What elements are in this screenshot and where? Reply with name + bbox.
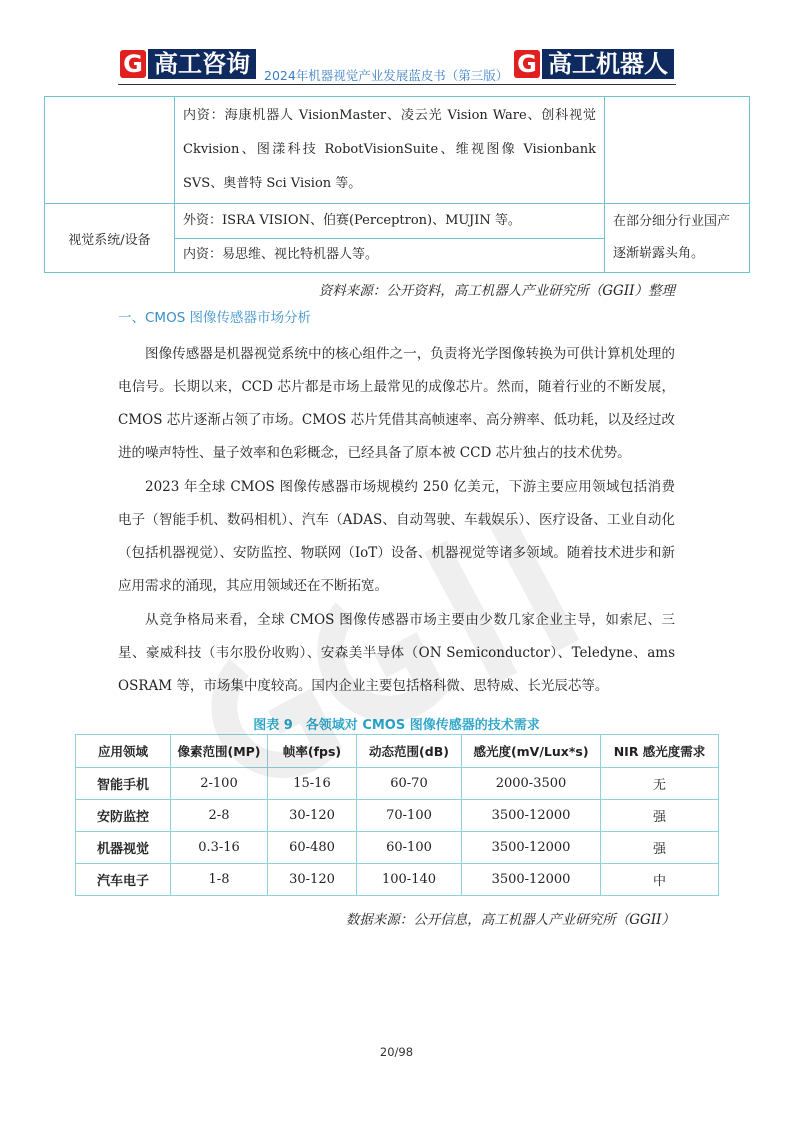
column-header: 应用领域: [76, 735, 171, 768]
logo-left-text: 高工咨询: [148, 49, 256, 79]
table-cell: 2-8: [171, 800, 268, 832]
table-cell: 1-8: [171, 864, 268, 896]
section-heading: 一、CMOS 图像传感器市场分析: [118, 310, 312, 326]
table-cell: 3500-12000: [462, 832, 601, 864]
table-cell: 2-100: [171, 768, 268, 800]
page-number: 20/98: [379, 1045, 414, 1059]
table-cell: 60-100: [357, 832, 462, 864]
table-cell: 强: [601, 800, 719, 832]
table-cell-note: 在部分细分行业国产逐渐崭露头角。: [605, 204, 750, 273]
table-row: [76, 768, 719, 800]
table-cell: 15-16: [268, 768, 357, 800]
ggii-consulting-logo: [120, 48, 256, 80]
table-cell: 70-100: [357, 800, 462, 832]
row-label: 机器视觉: [76, 832, 171, 864]
table-cell: 强: [601, 832, 719, 864]
table-cell-domestic: 内资：易思维、视比特机器人等。: [175, 238, 605, 273]
vendor-table: [44, 96, 750, 273]
document-title: 2024年机器视觉产业发展蓝皮书（第三版）: [264, 68, 509, 83]
table-cell: 2000-3500: [462, 768, 601, 800]
g-logo-icon: G: [120, 50, 146, 78]
table-cell-foreign: 外资：ISRA VISION、伯赛(Perceptron)、MUJIN 等。: [175, 204, 605, 239]
table-cell-category: [45, 97, 175, 204]
header-divider: [118, 84, 676, 85]
table-cell: 3500-12000: [462, 800, 601, 832]
column-header: 像素范围(MP): [171, 735, 268, 768]
row-label: 智能手机: [76, 768, 171, 800]
table-header-row: [76, 735, 719, 768]
column-header: NIR 感光度需求: [601, 735, 719, 768]
table-cell: 0.3-16: [171, 832, 268, 864]
table-cell: 100-140: [357, 864, 462, 896]
paragraph: 2023 年全球 CMOS 图像传感器市场规模约 250 亿美元，下游主要应用领域包括消费电子（智能手机、数码相机）、汽车（ADAS、自动驾驶、车载娱乐）、医疗设备、工业自动化（包括机器视觉）、安防监控、物联网（IoT）设备、机器视觉等诸多领域。随着技术进步和新应用需求的涌现，其应用领域还在不断拓宽。: [118, 479, 675, 594]
table-row: [45, 204, 750, 239]
table-cell: 中: [601, 864, 719, 896]
data-source-note: 数据来源：公开信息，高工机器人产业研究所（GGII）: [345, 912, 675, 928]
table-row: [76, 864, 719, 896]
table-cell: 无: [601, 768, 719, 800]
table-row: [45, 97, 750, 204]
table-cell: 60-70: [357, 768, 462, 800]
table-row: [76, 832, 719, 864]
table-cell: 30-120: [268, 800, 357, 832]
table-cell-note: [605, 97, 750, 204]
cmos-requirements-table: [75, 734, 719, 896]
table-cell-content: 内资：海康机器人 VisionMaster、凌云光 Vision Ware、创科视觉 Ckvision、图漾科技 RobotVisionSuite、维视图像 Visionbank SVS、奥普特 Sci Vision 等。: [175, 97, 605, 204]
table-cell: 60-480: [268, 832, 357, 864]
source-note: 资料来源：公开资料，高工机器人产业研究所（GGII）整理: [318, 283, 675, 299]
page-header: [118, 44, 676, 86]
table-cell-category: 视觉系统/设备: [45, 204, 175, 273]
ggii-robot-logo: [514, 48, 674, 80]
column-header: 感光度(mV/Lux*s): [462, 735, 601, 768]
table-row: [76, 800, 719, 832]
table-cell: 30-120: [268, 864, 357, 896]
column-header: 帧率(fps): [268, 735, 357, 768]
logo-right-text: 高工机器人: [542, 49, 674, 79]
table-cell: 3500-12000: [462, 864, 601, 896]
row-label: 汽车电子: [76, 864, 171, 896]
figure-caption: 图表 9 各领域对 CMOS 图像传感器的技术需求: [253, 718, 540, 733]
row-label: 安防监控: [76, 800, 171, 832]
paragraph: 从竞争格局来看，全球 CMOS 图像传感器市场主要由少数几家企业主导，如索尼、三星、豪威科技（韦尔股份收购）、安森美半导体（ON Semiconductor）、Teledyne、ams OSRAM 等，市场集中度较高。国内企业主要包括格科微、思特威、长光辰芯等。: [118, 612, 675, 694]
paragraph: 图像传感器是机器视觉系统中的核心组件之一，负责将光学图像转换为可供计算机处理的电信号。长期以来，CCD 芯片都是市场上最常见的成像芯片。然而，随着行业的不断发展，CMOS 芯片逐渐占领了市场。CMOS 芯片凭借其高帧速率、高分辨率、低功耗，以及经过改进的噪声特性、量子效率和色彩概念，已经具备了原本被 CCD 芯片独占的技术优势。: [118, 346, 675, 461]
g-logo-icon: G: [514, 50, 540, 78]
column-header: 动态范围(dB): [357, 735, 462, 768]
